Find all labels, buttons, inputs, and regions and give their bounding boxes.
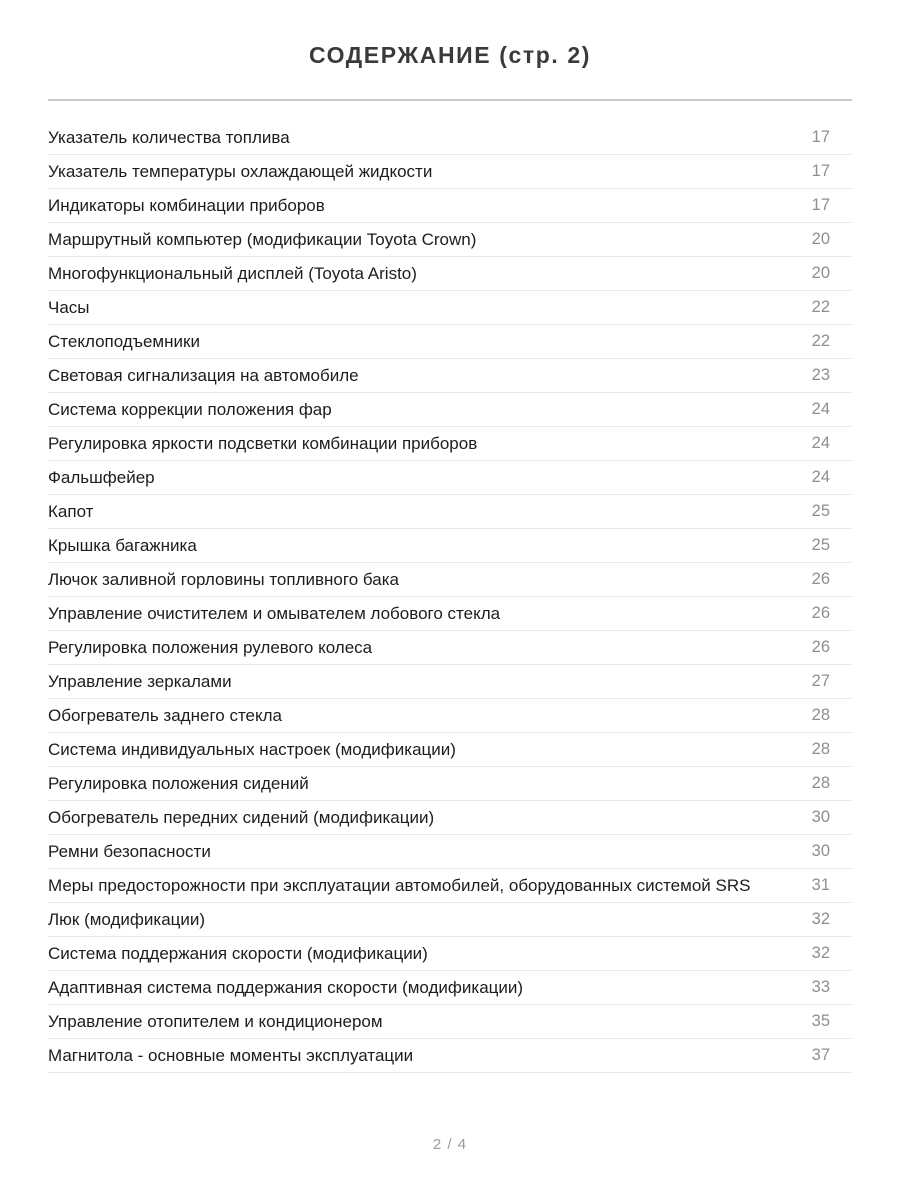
toc-item-label: Индикаторы комбинации приборов [48, 195, 325, 215]
toc-row[interactable] [48, 529, 852, 563]
toc-item-label: Капот [48, 501, 94, 521]
toc-row[interactable] [48, 495, 852, 529]
toc-item-label: Лючок заливной горловины топливного бака [48, 569, 399, 589]
toc-row[interactable] [48, 733, 852, 767]
toc-item-label: Крышка багажника [48, 535, 197, 555]
toc-row[interactable] [48, 121, 852, 155]
toc-item-page: 24 [811, 400, 830, 418]
toc-row[interactable] [48, 1005, 852, 1039]
toc-row[interactable] [48, 427, 852, 461]
toc-item-page: 26 [811, 604, 830, 622]
toc-item-page: 17 [811, 162, 830, 180]
toc-row[interactable] [48, 801, 852, 835]
toc-item-label: Часы [48, 297, 90, 317]
toc-row[interactable] [48, 631, 852, 665]
toc-list [48, 121, 852, 1073]
toc-row[interactable] [48, 767, 852, 801]
toc-item-label: Стеклоподъемники [48, 331, 200, 351]
toc-row[interactable] [48, 461, 852, 495]
toc-item-page: 17 [811, 196, 830, 214]
toc-item-page: 32 [811, 944, 830, 962]
toc-item-label: Ремни безопасности [48, 841, 211, 861]
toc-row[interactable] [48, 597, 852, 631]
toc-item-page: 24 [811, 468, 830, 486]
toc-row[interactable] [48, 937, 852, 971]
toc-item-label: Фальшфейер [48, 467, 155, 487]
toc-item-label: Обогреватель заднего стекла [48, 705, 282, 725]
toc-item-page: 20 [811, 230, 830, 248]
toc-item-page: 23 [811, 366, 830, 384]
toc-item-label: Управление зеркалами [48, 671, 232, 691]
toc-item-page: 22 [811, 332, 830, 350]
document-page [0, 41, 900, 1200]
toc-item-page: 22 [811, 298, 830, 316]
toc-item-label: Люк (модификации) [48, 909, 206, 929]
toc-row[interactable] [48, 393, 852, 427]
toc-item-page: 28 [811, 774, 830, 792]
toc-item-page: 33 [811, 978, 830, 996]
toc-item-label: Указатель температуры охлаждающей жидкости [48, 161, 433, 181]
toc-item-page: 20 [811, 264, 830, 282]
toc-item-label: Регулировка положения рулевого колеса [48, 637, 373, 657]
toc-item-page: 37 [811, 1046, 830, 1064]
toc-item-label: Указатель количества топлива [48, 127, 290, 147]
toc-item-label: Система индивидуальных настроек (модификации) [48, 739, 456, 759]
toc-item-page: 27 [811, 672, 830, 690]
toc-item-label: Управление отопителем и кондиционером [48, 1011, 383, 1031]
toc-item-page: 30 [811, 808, 830, 826]
toc-item-page: 25 [811, 536, 830, 554]
toc-item-label: Многофункциональный дисплей (Toyota Aristo) [48, 263, 417, 283]
header-divider [48, 99, 852, 101]
toc-row[interactable] [48, 1039, 852, 1073]
toc-row[interactable] [48, 563, 852, 597]
toc-item-page: 32 [811, 910, 830, 928]
toc-item-label: Регулировка положения сидений [48, 773, 309, 793]
pagination: 2 / 4 [432, 1136, 468, 1153]
toc-row[interactable] [48, 835, 852, 869]
toc-item-page: 25 [811, 502, 830, 520]
toc-item-page: 24 [811, 434, 830, 452]
toc-item-label: Маршрутный компьютер (модификации Toyota Crown) [48, 229, 477, 249]
toc-row[interactable] [48, 971, 852, 1005]
toc-item-label: Световая сигнализация на автомобиле [48, 365, 359, 385]
toc-row[interactable] [48, 903, 852, 937]
toc-row[interactable] [48, 359, 852, 393]
toc-item-page: 17 [811, 128, 830, 146]
toc-item-label: Магнитола - основные моменты эксплуатации [48, 1045, 414, 1065]
toc-row[interactable] [48, 699, 852, 733]
toc-item-page: 31 [811, 876, 830, 894]
toc-item-page: 28 [811, 706, 830, 724]
toc-item-label: Система поддержания скорости (модификации) [48, 943, 428, 963]
toc-item-label: Адаптивная система поддержания скорости (модификации) [48, 977, 524, 997]
toc-item-page: 26 [811, 638, 830, 656]
toc-row[interactable] [48, 291, 852, 325]
toc-item-label: Обогреватель передних сидений (модификации) [48, 807, 435, 827]
toc-row[interactable] [48, 189, 852, 223]
toc-row[interactable] [48, 155, 852, 189]
toc-row[interactable] [48, 665, 852, 699]
page-title: СОДЕРЖАНИЕ (стр. 2) [308, 42, 592, 68]
toc-item-page: 28 [811, 740, 830, 758]
toc-item-label: Управление очистителем и омывателем лобового стекла [48, 603, 501, 623]
toc-item-page: 35 [811, 1012, 830, 1030]
toc-item-page: 30 [811, 842, 830, 860]
toc-item-label: Система коррекции положения фар [48, 399, 332, 419]
toc-item-label: Меры предосторожности при эксплуатации автомобилей, оборудованных системой SRS [48, 875, 751, 895]
toc-row[interactable] [48, 869, 852, 903]
toc-item-page: 26 [811, 570, 830, 588]
toc-row[interactable] [48, 223, 852, 257]
toc-item-label: Регулировка яркости подсветки комбинации приборов [48, 433, 478, 453]
toc-row[interactable] [48, 257, 852, 291]
toc-row[interactable] [48, 325, 852, 359]
